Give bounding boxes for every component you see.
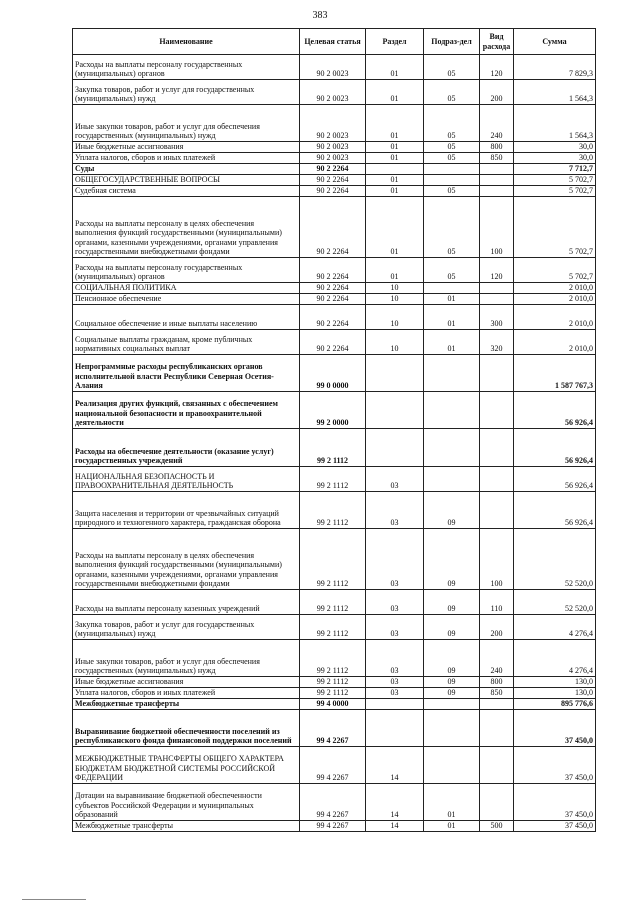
cell-subsection xyxy=(424,283,480,294)
cell-expense-type xyxy=(480,175,514,186)
cell-sum: 52 520,0 xyxy=(514,529,596,590)
cell-subsection: 01 xyxy=(424,305,480,330)
table-row xyxy=(73,55,596,80)
cell-subsection xyxy=(424,710,480,747)
cell-name: Защита населения и территории от чрезвычайных ситуаций природного и техногенного характера, гражданская оборона xyxy=(73,492,300,529)
cell-article: 90 2 2264 xyxy=(300,283,366,294)
table-row xyxy=(73,640,596,677)
cell-section: 10 xyxy=(366,305,424,330)
cell-sum: 5 702,7 xyxy=(514,197,596,258)
cell-expense-type xyxy=(480,429,514,467)
cell-expense-type: 200 xyxy=(480,80,514,105)
table-row xyxy=(73,677,596,688)
cell-name: Иные бюджетные ассигнования xyxy=(73,677,300,688)
cell-article: 99 4 2267 xyxy=(300,710,366,747)
cell-section: 10 xyxy=(366,294,424,305)
cell-name: Закупка товаров, работ и услуг для государственных (муниципальных) нужд xyxy=(73,80,300,105)
cell-article: 99 0 0000 xyxy=(300,355,366,392)
cell-expense-type: 240 xyxy=(480,105,514,142)
cell-name: Судебная система xyxy=(73,186,300,197)
cell-article: 90 2 0023 xyxy=(300,153,366,164)
table-row xyxy=(73,164,596,175)
cell-sum: 130,0 xyxy=(514,688,596,699)
cell-subsection: 09 xyxy=(424,590,480,615)
cell-name: Расходы на выплаты персоналу в целях обеспечения выполнения функций государственными (муниципальными) органами, казенными учреждениями, органами управления государственными внебюджетными фондами xyxy=(73,197,300,258)
cell-subsection: 09 xyxy=(424,492,480,529)
cell-expense-type xyxy=(480,467,514,492)
cell-name: Иные закупки товаров, работ и услуг для обеспечения государственных (муниципальных) нужд xyxy=(73,640,300,677)
cell-subsection: 09 xyxy=(424,640,480,677)
cell-name: Социальные выплаты гражданам, кроме публичных нормативных социальных выплат xyxy=(73,330,300,355)
cell-article: 90 2 2264 xyxy=(300,186,366,197)
cell-name: Уплата налогов, сборов и иных платежей xyxy=(73,153,300,164)
cell-expense-type xyxy=(480,392,514,429)
table-header-row xyxy=(73,29,596,55)
cell-section: 01 xyxy=(366,175,424,186)
cell-article: 90 2 0023 xyxy=(300,80,366,105)
cell-sum: 1 564,3 xyxy=(514,80,596,105)
cell-section: 03 xyxy=(366,688,424,699)
cell-section: 14 xyxy=(366,821,424,832)
cell-expense-type: 800 xyxy=(480,677,514,688)
cell-article: 90 2 2264 xyxy=(300,164,366,175)
cell-sum: 37 450,0 xyxy=(514,784,596,821)
cell-article: 90 2 2264 xyxy=(300,305,366,330)
table-row xyxy=(73,392,596,429)
cell-subsection: 09 xyxy=(424,677,480,688)
cell-name: Расходы на обеспечение деятельности (оказание услуг) государственных учреждений xyxy=(73,429,300,467)
cell-sum: 52 520,0 xyxy=(514,590,596,615)
cell-sum: 2 010,0 xyxy=(514,294,596,305)
header-expense-type: Вид расхода xyxy=(480,29,514,55)
cell-expense-type: 320 xyxy=(480,330,514,355)
cell-name: Закупка товаров, работ и услуг для государственных (муниципальных) нужд xyxy=(73,615,300,640)
cell-article: 90 2 2264 xyxy=(300,294,366,305)
table-row xyxy=(73,258,596,283)
cell-sum: 37 450,0 xyxy=(514,821,596,832)
cell-section: 01 xyxy=(366,55,424,80)
header-section: Раздел xyxy=(366,29,424,55)
cell-subsection: 09 xyxy=(424,688,480,699)
cell-expense-type xyxy=(480,710,514,747)
cell-sum: 1 564,3 xyxy=(514,105,596,142)
cell-section: 10 xyxy=(366,330,424,355)
cell-name: Расходы на выплаты персоналу казенных учреждений xyxy=(73,590,300,615)
cell-sum: 30,0 xyxy=(514,153,596,164)
cell-article: 90 2 2264 xyxy=(300,330,366,355)
cell-sum: 37 450,0 xyxy=(514,747,596,784)
header-name: Наименование xyxy=(73,29,300,55)
table-row xyxy=(73,142,596,153)
cell-expense-type: 110 xyxy=(480,590,514,615)
cell-sum: 4 276,4 xyxy=(514,615,596,640)
cell-expense-type xyxy=(480,164,514,175)
cell-section: 01 xyxy=(366,105,424,142)
cell-article: 90 2 2264 xyxy=(300,258,366,283)
cell-expense-type: 800 xyxy=(480,142,514,153)
cell-section: 03 xyxy=(366,677,424,688)
cell-subsection: 05 xyxy=(424,197,480,258)
table-row xyxy=(73,699,596,710)
cell-article: 99 2 1112 xyxy=(300,429,366,467)
cell-sum: 5 702,7 xyxy=(514,258,596,283)
cell-expense-type: 240 xyxy=(480,640,514,677)
header-article: Целевая статья xyxy=(300,29,366,55)
cell-expense-type xyxy=(480,186,514,197)
cell-article: 90 2 0023 xyxy=(300,55,366,80)
table-row xyxy=(73,710,596,747)
cell-name: Иные закупки товаров, работ и услуг для обеспечения государственных (муниципальных) нужд xyxy=(73,105,300,142)
page-number: 383 xyxy=(312,10,328,21)
cell-expense-type xyxy=(480,355,514,392)
cell-article: 90 2 0023 xyxy=(300,105,366,142)
cell-sum: 2 010,0 xyxy=(514,305,596,330)
table-row xyxy=(73,153,596,164)
cell-expense-type xyxy=(480,283,514,294)
table-row xyxy=(73,492,596,529)
cell-name: Выравнивание бюджетной обеспеченности поселений из республиканского фонда финансовой поддержки поселений xyxy=(73,710,300,747)
table-row xyxy=(73,467,596,492)
cell-subsection: 05 xyxy=(424,80,480,105)
cell-article: 99 2 0000 xyxy=(300,392,366,429)
cell-section: 03 xyxy=(366,492,424,529)
cell-name: МЕЖБЮДЖЕТНЫЕ ТРАНСФЕРТЫ ОБЩЕГО ХАРАКТЕРА БЮДЖЕТАМ БЮДЖЕТНОЙ СИСТЕМЫ РОССИЙСКОЙ ФЕДЕРАЦИИ xyxy=(73,747,300,784)
cell-sum: 130,0 xyxy=(514,677,596,688)
cell-section: 01 xyxy=(366,153,424,164)
cell-section: 03 xyxy=(366,529,424,590)
cell-sum: 2 010,0 xyxy=(514,283,596,294)
cell-section: 01 xyxy=(366,186,424,197)
cell-subsection xyxy=(424,175,480,186)
cell-section: 01 xyxy=(366,80,424,105)
table-row xyxy=(73,821,596,832)
cell-name: ОБЩЕГОСУДАРСТВЕННЫЕ ВОПРОСЫ xyxy=(73,175,300,186)
table-row xyxy=(73,330,596,355)
cell-expense-type xyxy=(480,784,514,821)
cell-section: 01 xyxy=(366,197,424,258)
cell-subsection: 05 xyxy=(424,105,480,142)
cell-section xyxy=(366,699,424,710)
cell-name: СОЦИАЛЬНАЯ ПОЛИТИКА xyxy=(73,283,300,294)
cell-name: Дотации на выравнивание бюджетной обеспеченности субъектов Российской Федерации и муниципальных образований xyxy=(73,784,300,821)
cell-article: 99 2 1112 xyxy=(300,640,366,677)
cell-section: 14 xyxy=(366,784,424,821)
table-row xyxy=(73,197,596,258)
cell-expense-type: 500 xyxy=(480,821,514,832)
cell-sum: 5 702,7 xyxy=(514,175,596,186)
budget-table xyxy=(72,28,596,832)
cell-article: 90 2 0023 xyxy=(300,142,366,153)
cell-subsection: 01 xyxy=(424,294,480,305)
cell-subsection: 09 xyxy=(424,529,480,590)
cell-article: 99 4 2267 xyxy=(300,747,366,784)
cell-sum: 30,0 xyxy=(514,142,596,153)
table-row xyxy=(73,80,596,105)
cell-expense-type xyxy=(480,699,514,710)
cell-expense-type xyxy=(480,294,514,305)
cell-section: 03 xyxy=(366,467,424,492)
header-subsection: Подраз-дел xyxy=(424,29,480,55)
cell-subsection xyxy=(424,467,480,492)
cell-subsection: 05 xyxy=(424,153,480,164)
table-row xyxy=(73,305,596,330)
cell-article: 99 4 2267 xyxy=(300,821,366,832)
cell-expense-type: 120 xyxy=(480,55,514,80)
cell-subsection: 05 xyxy=(424,142,480,153)
cell-section: 03 xyxy=(366,590,424,615)
cell-name: Непрограммные расходы республиканских органов исполнительной власти Республики Северная Осетия-Алания xyxy=(73,355,300,392)
cell-article: 99 2 1112 xyxy=(300,590,366,615)
header-sum: Сумма xyxy=(514,29,596,55)
table-row xyxy=(73,294,596,305)
cell-section: 03 xyxy=(366,615,424,640)
cell-subsection xyxy=(424,355,480,392)
cell-sum: 56 926,4 xyxy=(514,467,596,492)
table-row xyxy=(73,355,596,392)
table-body xyxy=(73,55,596,832)
cell-section xyxy=(366,392,424,429)
cell-sum: 56 926,4 xyxy=(514,392,596,429)
cell-name: Межбюджетные трансферты xyxy=(73,699,300,710)
table-row xyxy=(73,529,596,590)
cell-section: 01 xyxy=(366,258,424,283)
cell-section xyxy=(366,164,424,175)
cell-sum: 56 926,4 xyxy=(514,429,596,467)
cell-sum: 2 010,0 xyxy=(514,330,596,355)
cell-name: НАЦИОНАЛЬНАЯ БЕЗОПАСНОСТЬ И ПРАВООХРАНИТЕЛЬНАЯ ДЕЯТЕЛЬНОСТЬ xyxy=(73,467,300,492)
cell-subsection: 01 xyxy=(424,330,480,355)
table-row xyxy=(73,283,596,294)
cell-subsection: 05 xyxy=(424,258,480,283)
cell-article: 99 2 1112 xyxy=(300,688,366,699)
cell-subsection: 01 xyxy=(424,784,480,821)
cell-expense-type xyxy=(480,492,514,529)
cell-section xyxy=(366,429,424,467)
table-row xyxy=(73,105,596,142)
cell-sum: 7 712,7 xyxy=(514,164,596,175)
cell-name: Суды xyxy=(73,164,300,175)
cell-name: Межбюджетные трансферты xyxy=(73,821,300,832)
cell-name: Расходы на выплаты персоналу государственных (муниципальных) органов xyxy=(73,55,300,80)
cell-name: Уплата налогов, сборов и иных платежей xyxy=(73,688,300,699)
cell-section xyxy=(366,710,424,747)
cell-name: Иные бюджетные ассигнования xyxy=(73,142,300,153)
cell-article: 90 2 2264 xyxy=(300,197,366,258)
cell-article: 99 2 1112 xyxy=(300,467,366,492)
cell-sum: 895 776,6 xyxy=(514,699,596,710)
footer-divider xyxy=(22,899,86,900)
cell-subsection xyxy=(424,429,480,467)
cell-sum: 1 587 767,3 xyxy=(514,355,596,392)
cell-expense-type: 200 xyxy=(480,615,514,640)
cell-article: 99 2 1112 xyxy=(300,677,366,688)
cell-sum: 7 829,3 xyxy=(514,55,596,80)
cell-section: 01 xyxy=(366,142,424,153)
cell-sum: 5 702,7 xyxy=(514,186,596,197)
table-row xyxy=(73,186,596,197)
cell-expense-type: 100 xyxy=(480,529,514,590)
cell-name: Расходы на выплаты персоналу в целях обеспечения выполнения функций государственными (муниципальными) органами, казенными учреждениями, органами управления государственными внебюджетными фондами xyxy=(73,529,300,590)
cell-subsection xyxy=(424,699,480,710)
cell-sum: 56 926,4 xyxy=(514,492,596,529)
cell-expense-type: 100 xyxy=(480,197,514,258)
table-row xyxy=(73,615,596,640)
cell-subsection: 09 xyxy=(424,615,480,640)
cell-article: 99 2 1112 xyxy=(300,529,366,590)
table-row xyxy=(73,175,596,186)
cell-subsection: 01 xyxy=(424,821,480,832)
cell-subsection: 05 xyxy=(424,186,480,197)
cell-section xyxy=(366,355,424,392)
cell-expense-type: 120 xyxy=(480,258,514,283)
cell-sum: 4 276,4 xyxy=(514,640,596,677)
cell-section: 03 xyxy=(366,640,424,677)
cell-name: Расходы на выплаты персоналу государственных (муниципальных) органов xyxy=(73,258,300,283)
cell-expense-type xyxy=(480,747,514,784)
cell-article: 99 2 1112 xyxy=(300,615,366,640)
table-row xyxy=(73,747,596,784)
table-row xyxy=(73,429,596,467)
table-row xyxy=(73,590,596,615)
cell-section: 10 xyxy=(366,283,424,294)
cell-name: Пенсионное обеспечение xyxy=(73,294,300,305)
cell-subsection: 05 xyxy=(424,55,480,80)
cell-subsection xyxy=(424,747,480,784)
cell-section: 14 xyxy=(366,747,424,784)
cell-expense-type: 850 xyxy=(480,688,514,699)
cell-subsection xyxy=(424,392,480,429)
cell-article: 99 4 0000 xyxy=(300,699,366,710)
cell-name: Социальное обеспечение и иные выплаты населению xyxy=(73,305,300,330)
cell-subsection xyxy=(424,164,480,175)
table-row xyxy=(73,688,596,699)
cell-article: 99 4 2267 xyxy=(300,784,366,821)
cell-article: 99 2 1112 xyxy=(300,492,366,529)
cell-article: 90 2 2264 xyxy=(300,175,366,186)
cell-expense-type: 300 xyxy=(480,305,514,330)
cell-name: Реализация других функций, связанных с обеспечением национальной безопасности и правоохранительной деятельности xyxy=(73,392,300,429)
table-row xyxy=(73,784,596,821)
cell-expense-type: 850 xyxy=(480,153,514,164)
cell-sum: 37 450,0 xyxy=(514,710,596,747)
